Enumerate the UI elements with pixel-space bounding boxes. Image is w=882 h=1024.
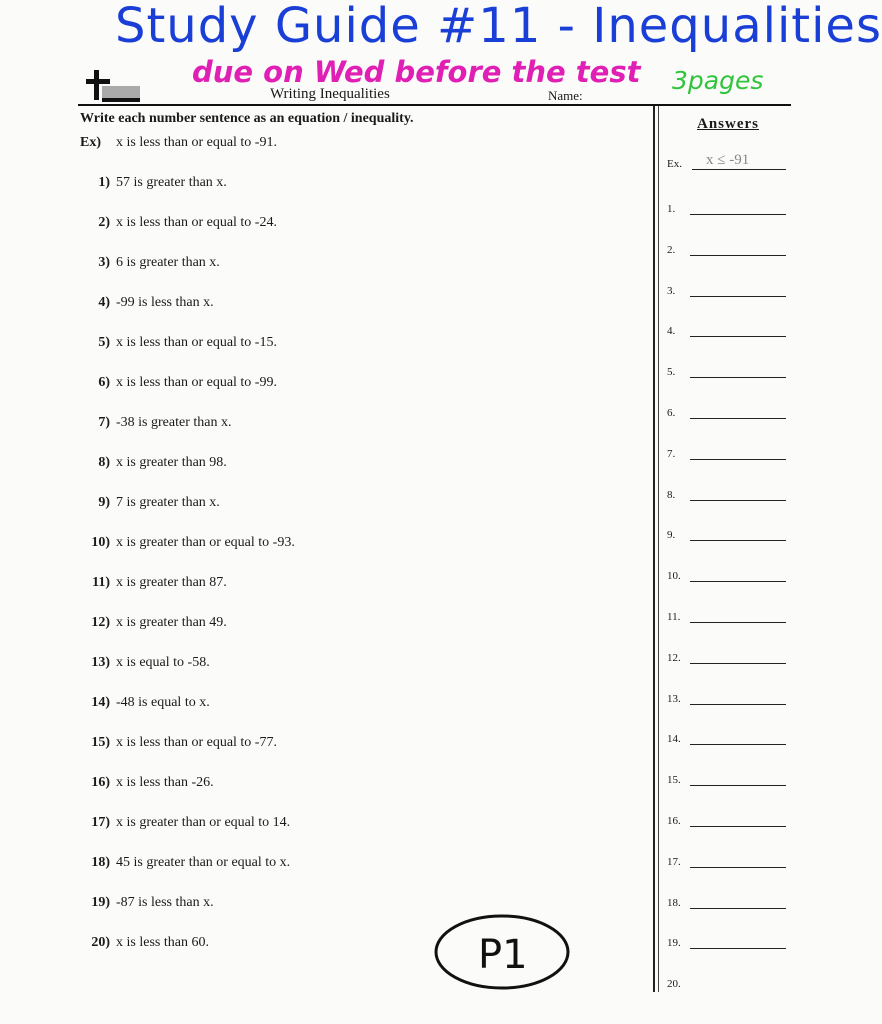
question-number: 15) xyxy=(91,735,110,750)
answer-number: 4. xyxy=(667,325,676,338)
answer-number: 7. xyxy=(667,447,676,460)
answer-column-divider xyxy=(653,106,655,992)
question-number: 5) xyxy=(98,335,110,350)
answer-number: 3. xyxy=(667,284,676,297)
answer-line xyxy=(690,704,786,705)
answer-blank[interactable] xyxy=(664,442,786,462)
answer-number: 8. xyxy=(667,488,676,501)
example-answer-label: Ex. xyxy=(667,158,682,170)
answer-line xyxy=(692,169,786,170)
question-number: 11) xyxy=(92,575,110,590)
answer-number: 10. xyxy=(667,570,681,583)
question-number: 19) xyxy=(91,895,110,910)
question-item xyxy=(80,935,209,951)
answer-blank[interactable] xyxy=(664,564,786,584)
example-text: x is less than or equal to -91. xyxy=(116,135,277,150)
answer-blank[interactable] xyxy=(664,279,786,299)
answer-number: 14. xyxy=(667,733,681,746)
answer-line xyxy=(690,255,786,256)
question-item xyxy=(80,375,277,391)
question-number: 3) xyxy=(98,255,110,270)
answer-line xyxy=(690,622,786,623)
question-item xyxy=(80,215,277,231)
name-label: Name: xyxy=(548,88,583,103)
question-number: 6) xyxy=(98,375,110,390)
answer-line xyxy=(690,867,786,868)
question-text: x is greater than 87. xyxy=(116,575,227,590)
question-text: x is greater than 98. xyxy=(116,455,227,470)
question-number: 10) xyxy=(91,535,110,550)
example-answer xyxy=(664,152,786,172)
question-text: -38 is greater than x. xyxy=(116,415,232,430)
answer-line xyxy=(690,785,786,786)
answer-number: 15. xyxy=(667,774,681,787)
answer-line xyxy=(690,418,786,419)
question-number: 17) xyxy=(91,815,110,830)
answer-number: 18. xyxy=(667,896,681,909)
question-item xyxy=(80,175,227,191)
answer-blank[interactable] xyxy=(664,483,786,503)
circled-page-text: P1 xyxy=(478,932,528,978)
example-label: Ex) xyxy=(80,135,101,150)
answer-number: 1. xyxy=(667,203,676,215)
answer-number: 20. xyxy=(667,978,681,991)
question-text: 6 is greater than x. xyxy=(116,255,220,270)
question-number: 2) xyxy=(98,215,110,230)
answer-blank[interactable] xyxy=(664,238,786,258)
question-text: x is less than 60. xyxy=(116,935,209,950)
question-number: 18) xyxy=(91,855,110,870)
answer-blank xyxy=(664,972,786,992)
question-item xyxy=(80,855,290,871)
answer-number: 19. xyxy=(667,937,681,950)
question-text: 57 is greater than x. xyxy=(116,175,227,190)
worksheet-subtitle: Writing Inequalities xyxy=(270,86,390,102)
question-text: 45 is greater than or equal to x. xyxy=(116,855,291,870)
answer-line xyxy=(690,663,786,664)
question-text: x is less than or equal to -99. xyxy=(116,375,277,390)
question-item xyxy=(80,575,227,591)
answer-number: 11. xyxy=(667,611,681,623)
question-text: -99 is less than x. xyxy=(116,295,214,310)
question-number: 7) xyxy=(98,415,110,430)
question-item xyxy=(80,815,290,831)
answer-blank[interactable] xyxy=(664,850,786,870)
question-text: -87 is less than x. xyxy=(116,895,214,910)
answer-blank[interactable] xyxy=(664,360,786,380)
handwritten-title: Study Guide #11 - Inequalities xyxy=(115,0,882,54)
question-text: x is greater than or equal to -93. xyxy=(116,535,295,550)
answer-line xyxy=(690,581,786,582)
handwritten-due-note: due on Wed before the test xyxy=(192,55,641,89)
answer-line xyxy=(690,336,786,337)
question-number: 14) xyxy=(91,695,110,710)
answers-heading: Answers xyxy=(697,116,759,132)
answer-line xyxy=(690,459,786,460)
answer-blank[interactable] xyxy=(664,197,786,217)
question-number: 20) xyxy=(91,935,110,950)
circled-page-mark xyxy=(432,910,572,992)
answer-line xyxy=(690,296,786,297)
answer-line xyxy=(690,908,786,909)
answer-number: 12. xyxy=(667,651,681,664)
question-text: x is greater than 49. xyxy=(116,615,227,630)
question-text: x is less than or equal to -77. xyxy=(116,735,277,750)
question-number: 8) xyxy=(98,455,110,470)
answer-number: 13. xyxy=(667,692,681,705)
answer-number: 5. xyxy=(667,366,676,379)
question-number: 13) xyxy=(91,655,110,670)
question-number: 1) xyxy=(98,175,110,190)
answer-line xyxy=(690,948,786,949)
answer-blank[interactable] xyxy=(664,727,786,747)
answer-blank[interactable] xyxy=(664,891,786,911)
question-text: x is less than -26. xyxy=(116,775,214,790)
handwritten-pages-note: 3pages xyxy=(672,66,764,95)
answer-blank[interactable] xyxy=(664,605,786,625)
answer-blank[interactable] xyxy=(664,687,786,707)
answer-blank[interactable] xyxy=(664,523,786,543)
question-item xyxy=(80,495,220,511)
question-text: x is less than or equal to -15. xyxy=(116,335,277,350)
answer-number: 2. xyxy=(667,243,676,256)
question-item xyxy=(80,255,220,271)
answer-line xyxy=(690,744,786,745)
answer-blank[interactable] xyxy=(664,401,786,421)
example-answer-value: x ≤ -91 xyxy=(706,152,750,168)
question-text: x is less than or equal to -24. xyxy=(116,215,277,230)
question-number: 16) xyxy=(91,775,110,790)
question-item xyxy=(80,735,277,751)
answer-column-divider-inner xyxy=(658,106,659,992)
question-item xyxy=(80,895,214,911)
question-item xyxy=(80,535,295,551)
answer-blank[interactable] xyxy=(664,931,786,951)
question-item xyxy=(80,335,277,351)
answer-line xyxy=(690,377,786,378)
answer-number: 17. xyxy=(667,855,681,868)
header-rule xyxy=(78,104,791,106)
answer-number: 16. xyxy=(667,815,681,827)
question-item xyxy=(80,695,210,711)
question-item xyxy=(80,655,210,671)
question-item xyxy=(80,415,231,431)
answer-line xyxy=(690,826,786,827)
answer-blank[interactable] xyxy=(664,319,786,339)
question-number: 4) xyxy=(98,295,110,310)
worksheet-logo-icon xyxy=(84,68,140,104)
answer-number: 6. xyxy=(667,407,676,419)
question-number: 9) xyxy=(98,495,110,510)
question-text: -48 is equal to x. xyxy=(116,695,210,710)
question-text: x is greater than or equal to 14. xyxy=(116,815,291,830)
answer-blank[interactable] xyxy=(664,768,786,788)
answer-line xyxy=(690,500,786,501)
answer-number: 9. xyxy=(667,529,676,542)
instructions: Write each number sentence as an equation / inequality. xyxy=(80,111,414,126)
question-text: x is equal to -58. xyxy=(116,655,210,670)
answer-line xyxy=(690,540,786,541)
question-text: 7 is greater than x. xyxy=(116,495,220,510)
answer-line xyxy=(690,214,786,215)
question-number: 12) xyxy=(91,615,110,630)
question-item xyxy=(80,615,227,631)
question-item xyxy=(80,775,214,791)
question-item xyxy=(80,455,227,471)
answer-blank[interactable] xyxy=(664,646,786,666)
question-item xyxy=(80,295,214,311)
answer-blank[interactable] xyxy=(664,809,786,829)
example-question xyxy=(80,135,277,151)
